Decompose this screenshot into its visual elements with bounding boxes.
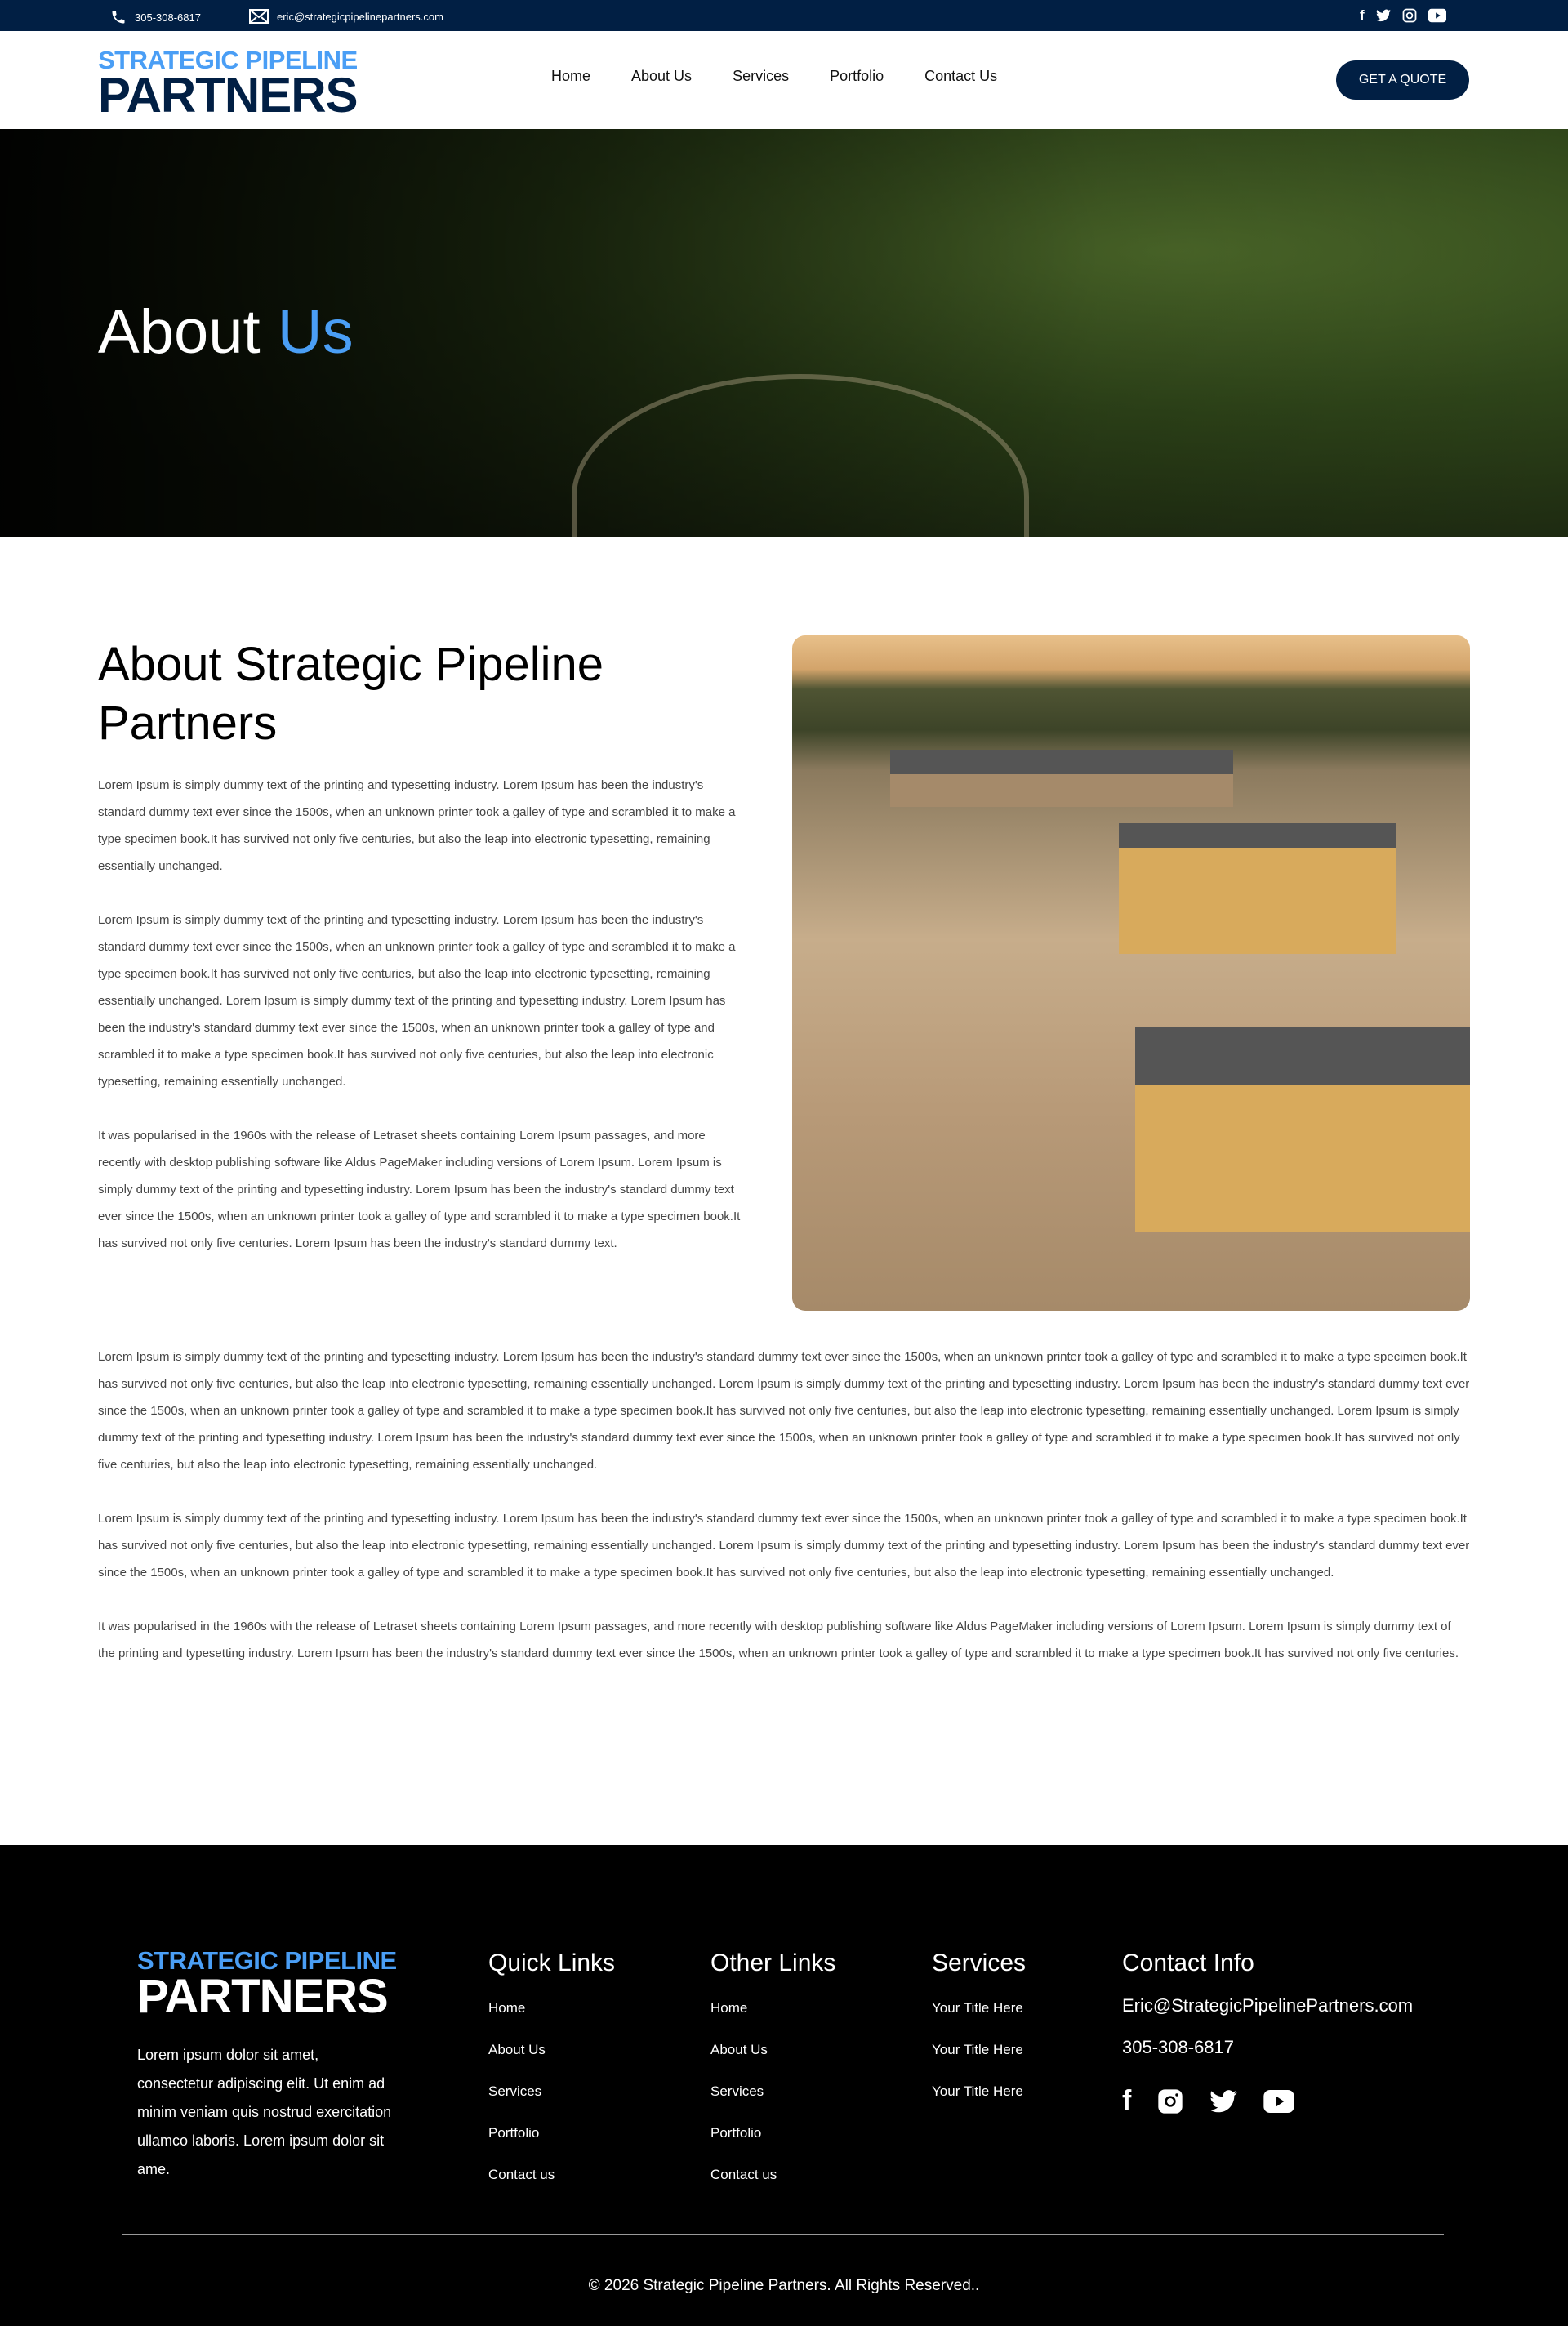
contact-phone[interactable]: 305-308-6817 — [1122, 2037, 1235, 2057]
services-title: Services — [932, 1949, 1027, 1976]
logo-line2: PARTNERS — [98, 68, 358, 123]
nav-contact-us[interactable]: Contact Us — [924, 68, 998, 84]
about-details — [98, 1343, 1470, 1694]
instagram-icon[interactable] — [1402, 8, 1417, 23]
about-paragraph: It was popularised in the 1960s with the release of Letraset sheets containing Lorem Ipsum passages, and more recently with desktop publishing software like Aldus PageMaker including versions of Lorem Ipsum. Lorem Ipsum is simply dummy text of the printing and typesetting industry. Lorem Ipsum has been the industry's standard dummy text ever since the 1500s, when an unknown printer took a galley of type and scrambled it to make a type specimen book.It has survived not only five centuries. — [98, 1620, 1459, 1660]
contact-info — [1122, 1949, 1413, 2117]
other-links-title: Other Links — [710, 1949, 836, 1976]
copyright: © 2026 Strategic Pipeline Partners. All Rights Reserved.. — [588, 2277, 980, 2294]
quick-links-title: Quick Links — [488, 1949, 616, 1976]
logo[interactable] — [98, 46, 358, 123]
quick-link-services[interactable]: Services — [488, 2083, 542, 2099]
instagram-icon[interactable] — [1157, 2088, 1183, 2114]
twitter-icon[interactable] — [1209, 2090, 1237, 2113]
footer-divider — [122, 2234, 1444, 2235]
about-intro — [98, 772, 751, 1284]
site-header — [0, 31, 1568, 129]
phone-text: 305-308-6817 — [135, 11, 201, 24]
nav-about-us[interactable]: About Us — [631, 68, 693, 84]
about-title: About Strategic Pipeline Partners — [98, 638, 604, 750]
nav-services[interactable]: Services — [733, 68, 790, 84]
youtube-icon[interactable] — [1263, 2090, 1294, 2113]
about-paragraph: Lorem Ipsum is simply dummy text of the printing and typesetting industry. Lorem Ipsum has been the industry's standard dummy text ever since the 1500s, when an unknown printer took a galley of type and scrambled it to make a type specimen book.It has survived not only five centuries, but also the leap into electronic typesetting, remaining essentially unchanged. Lorem Ipsum is simply dummy text of the printing and typesetting industry. Lorem Ipsum has been the industry's standard dummy text ever since the 1500s, when an unknown printer took a galley of type and scrambled it to make a type specimen book.It has survived not only five centuries, but also the leap into electronic typesetting, remaining essentially unchanged. Lorem Ipsum is simply dummy text of the printing and typesetting industry. Lorem Ipsum has been the industry's standard dummy text ever since the 1500s, when an unknown printer took a galley of type and scrambled it to make a type specimen book.It has survived not only five centuries, but also the leap into electronic typesetting, remaining essentially unchanged. — [98, 1350, 1470, 1472]
footer-services — [932, 1949, 1026, 2125]
get-a-quote-button[interactable]: GET A QUOTE — [1336, 60, 1469, 100]
footer-logo[interactable] — [137, 1948, 397, 2021]
logo-line1: STRATEGIC PIPELINE — [137, 1946, 397, 1975]
about-paragraph: Lorem Ipsum is simply dummy text of the printing and typesetting industry. Lorem Ipsum has been the industry's standard dummy text ever since the 1500s, when an unknown printer took a galley of type and scrambled it to make a type specimen book.It has survived not only five centuries, but also the leap into electronic typesetting, remaining essentially unchanged. — [98, 778, 736, 873]
about-paragraph: Lorem Ipsum is simply dummy text of the printing and typesetting industry. Lorem Ipsum has been the industry's standard dummy text ever since the 1500s, when an unknown printer took a galley of type and scrambled it to make a type specimen book.It has survived not only five centuries, but also the leap into electronic typesetting, remaining essentially unchanged. Lorem Ipsum is simply dummy text of the printing and typesetting industry. Lorem Ipsum has been the industry's standard dummy text ever since the 1500s, when an unknown printer took a galley of type and scrambled it to make a type specimen book.It has survived not only five centuries, but also the leap into electronic typesetting, remaining essentially unchanged. — [98, 913, 736, 1089]
nav-portfolio[interactable]: Portfolio — [830, 68, 884, 84]
contact-email[interactable]: Eric@StrategicPipelinePartners.com — [1122, 1995, 1414, 2016]
other-link-contact[interactable]: Contact us — [710, 2167, 777, 2182]
other-link-portfolio[interactable]: Portfolio — [710, 2125, 762, 2141]
phone-icon — [110, 9, 127, 25]
quick-links — [488, 1949, 615, 2208]
quick-link-portfolio[interactable]: Portfolio — [488, 2125, 540, 2141]
top-bar — [0, 0, 1568, 31]
other-link-home[interactable]: Home — [710, 2000, 748, 2016]
service-link[interactable]: Your Title Here — [932, 2042, 1023, 2057]
about-paragraph: Lorem Ipsum is simply dummy text of the printing and typesetting industry. Lorem Ipsum has been the industry's standard dummy text ever since the 1500s, when an unknown printer took a galley of type and scrambled it to make a type specimen book.It has survived not only five centuries, but also the leap into electronic typesetting, remaining essentially unchanged. Lorem Ipsum is simply dummy text of the printing and typesetting industry. Lorem Ipsum has been the industry's standard dummy text ever since the 1500s, when an unknown printer took a galley of type and scrambled it to make a type specimen book.It has survived not only five centuries, but also the leap into electronic typesetting, remaining essentially unchanged. — [98, 1512, 1470, 1580]
service-link[interactable]: Your Title Here — [932, 2083, 1023, 2099]
quick-link-contact[interactable]: Contact us — [488, 2167, 555, 2182]
logo-line1: STRATEGIC PIPELINE — [98, 46, 358, 74]
main-nav — [551, 68, 997, 85]
about-paragraph: It was popularised in the 1960s with the release of Letraset sheets containing Lorem Ipsum passages, and more recently with desktop publishing software like Aldus PageMaker including versions of Lorem Ipsum. Lorem Ipsum is simply dummy text of the printing and typesetting industry. Lorem Ipsum has been the industry's standard dummy text ever since the 1500s, when an unknown printer took a galley of type and scrambled it to make a type specimen book.It has survived not only five centuries. Lorem Ipsum has been the industry's standard dummy text. — [98, 1129, 741, 1250]
mail-icon — [249, 9, 269, 24]
quick-link-about[interactable]: About Us — [488, 2042, 546, 2057]
footer-social — [1122, 2085, 1413, 2117]
other-links — [710, 1949, 835, 2208]
construction-site-photo — [792, 635, 1470, 1311]
youtube-icon[interactable] — [1428, 8, 1446, 23]
topbar-email[interactable] — [249, 9, 443, 24]
email-text: eric@strategicpipelinepartners.com — [277, 10, 443, 23]
service-link[interactable]: Your Title Here — [932, 2000, 1023, 2016]
quick-link-home[interactable]: Home — [488, 2000, 526, 2016]
site-footer — [0, 1845, 1568, 2326]
contact-info-title: Contact Info — [1122, 1949, 1254, 1976]
other-link-services[interactable]: Services — [710, 2083, 764, 2099]
hero-banner — [0, 129, 1568, 537]
twitter-icon[interactable] — [1376, 9, 1391, 22]
facebook-icon[interactable]: f — [1122, 2085, 1132, 2116]
topbar-phone[interactable] — [110, 9, 201, 25]
hero-background-image — [572, 374, 1029, 537]
logo-line2: PARTNERS — [137, 1970, 388, 2023]
other-link-about[interactable]: About Us — [710, 2042, 768, 2057]
hero-title: About Us — [98, 297, 354, 367]
facebook-icon[interactable]: f — [1360, 7, 1365, 23]
footer-description: Lorem ipsum dolor sit amet, consectetur adipiscing elit. Ut enim ad minim veniam quis nostrud exercitation ullamco laboris. Lorem ipsum dolor sit ame. — [137, 2047, 392, 2177]
nav-home[interactable]: Home — [551, 68, 591, 84]
